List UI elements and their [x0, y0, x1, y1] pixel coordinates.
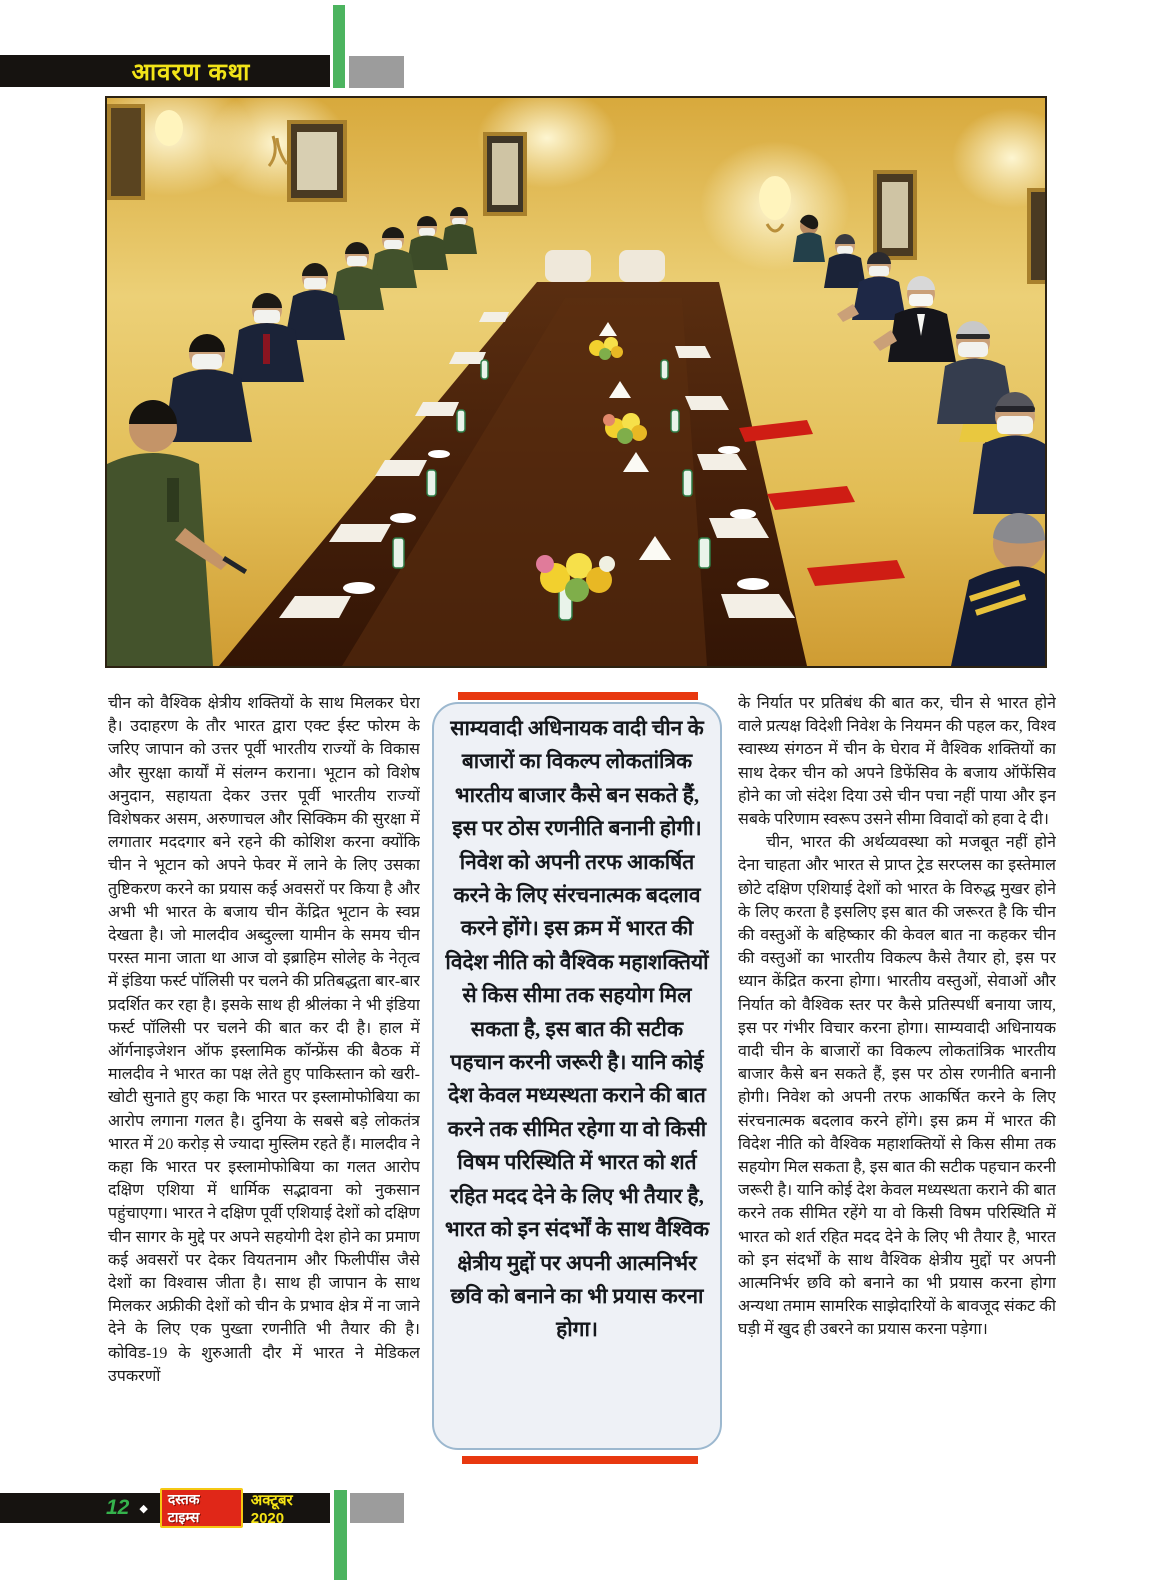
pull-quote-bottom-rule — [462, 1456, 698, 1464]
article-left-column — [108, 692, 420, 1488]
pull-quote-top-rule — [458, 692, 698, 700]
pull-quote-text: साम्यवादी अधिनायक वादी चीन के बाजारों का विकल्प लोकतांत्रिक भारतीय बाजार कैसे बन सकते हैं, इस पर ठोस रणनीति बनानी होगी। निवेश को अपनी तरफ आकर्षित करने के लिए संरचनात्मक बदलाव करने होंगे। इस क्रम में भारत की विदेश नीति को वैश्विक महाशक्तियों से किस सीमा तक सहयोग मिल सकता है, इस बात की सटीक पहचान करनी जरूरी है। यानि कोई देश केवल मध्यस्थता कराने की बात करने तक सीमित रहेगा या वो किसी विषम परिस्थिति में भारत को शर्त रहित मदद देने के लिए भी तैयार है, भारत को इन संदर्भों के साथ वैश्विक क्षेत्रीय मुद्दों पर अपनी आत्मनिर्भर छवि को बनाने का भी प्रयास करना होगा। — [444, 716, 710, 1342]
meeting-photo-illustration — [107, 98, 1045, 666]
left-column-text: चीन को वैश्विक क्षेत्रीय शक्तियों के साथ मिलकर घेरा है। उदाहरण के तौर भारत द्वारा एक्ट ईस्ट फोरम के जरिए जापान को उत्तर पूर्वी भारतीय राज्यों के विकास और सुरक्षा कार्यों में संलग्न कराना। भूटान को विशेष अनुदान, सहायता देकर उत्तर पूर्वी भारतीय राज्यों विशेषकर असम, अरुणाचल और सिक्किम की सुरक्षा में लगातार मददगार बने रहने की कोशिश करना क्योंकि चीन ने भूटान को अपने फेवर में लाने के लिए उसका तुष्टिकरण करने का प्रयास कई अवसरों पर किया है और अभी भी भारत के बजाय चीन केंद्रित भूटान के स्वप्न देखता है। जो मालदीव अब्दुल्ला यामीन के समय चीन परस्त माना जाता था आज वो इब्राहिम सोलेह के नेतृत्व में इंडिया फर्स्ट पॉलिसी पर चलने की प्रतिबद्धता बार-बार प्रदर्शित कर रहा है। इसके साथ ही श्रीलंका ने भी इंडिया फर्स्ट पॉलिसी पर चलने की बात कर दी है। हाल में ऑर्गनाइजेशन ऑफ इस्लामिक कॉन्फ्रेंस की बैठक में मालदीव ने भारत का पक्ष लेते हुए पाकिस्तान को खरी-खोटी सुनाते हुए कहा कि भारत पर इस्लामोफोबिया का आरोप लगाना गलत है। दुनिया के सबसे बड़े लोकतंत्र भारत में 20 करोड़ से ज्यादा मुस्लिम रहते हैं। मालदीव ने कहा कि भारत पर इस्लामोफोबिया का गलत आरोप दक्षिण एशिया में धार्मिक सद्भावना को नुकसान पहुंचाएगा। भारत ने दक्षिण पूर्वी एशियाई देशों को दक्षिण चीन सागर के मुद्दे पर अपने सहयोगी देश होने का प्रमाण कई अवसरों पर देकर वियतनाम और फिलीपींस जैसे देशों का विश्वास जीता है। साथ ही जापान के साथ मिलकर अफ्रीकी देशों को चीन के प्रभाव क्षेत्र में ना जाने देने के लिए एक पुख्ता रणनीति भी तैयार की है। कोविड-19 के शुरुआती दौर में भारत ने मेडिकल उपकरणों — [108, 695, 420, 1385]
header-bar — [0, 55, 330, 87]
meeting-photo — [105, 96, 1047, 668]
page-number: 12 — [106, 1496, 130, 1519]
issue-date: अक्टूबर 2020 — [250, 1491, 293, 1527]
green-accent-bottom — [334, 1490, 347, 1580]
article-right-column — [738, 692, 1056, 1488]
green-accent-top — [333, 5, 345, 88]
pull-quote-box — [432, 702, 722, 1450]
diamond-icon: ◆ — [139, 1502, 148, 1515]
right-column-paragraph-1: के निर्यात पर प्रतिबंध की बात कर, चीन से भारत होने वाले प्रत्यक्ष विदेशी निवेश के नियमन की पहल कर, विश्व स्वास्थ्य संगठन में चीन के घेराव में वैश्विक शक्तियों का साथ देकर चीन को अपने डिफेंसिव के बजाय ऑफेंसिव होने का जो संदेश दिया उसे चीन पचा नहीं पाया और इन सबके परिणाम स्वरूप उसने सीमा विवादों को हवा दे दी। — [738, 695, 1056, 829]
footer-bar — [0, 1491, 330, 1527]
gray-accent-top — [349, 56, 404, 88]
right-column-paragraph-2: चीन, भारत की अर्थव्यवस्था को मजबूत नहीं होने देना चाहता और भारत से प्राप्त ट्रेड सरप्लस का इस्तेमाल छोटे दक्षिण एशियाई देशों को भारत के विरुद्ध मुखर होने के लिए करता है इसलिए इस बात की जरूरत है कि चीन की वस्तुओं के बहिष्कार की केवल बात ना कहकर चीन की वस्तुओं का भारतीय विकल्प कैसे तैयार हो, इस पर ध्यान केंद्रित करना होगा। भारतीय वस्तुओं, सेवाओं और निर्यात को वैश्विक स्तर पर कैसे प्रतिस्पर्धी बनाया जाय, इस पर गंभीर विचार करना होगा। साम्यवादी अधिनायक वादी चीन के बाजारों का विकल्प लोकतांत्रिक भारतीय बाजार कैसे बन सकते हैं, इस पर ठोस रणनीति बनानी होगी। निवेश को अपनी तरफ आकर्षित करने के लिए संरचनात्मक बदलाव करने होंगे। इस क्रम में भारत की विदेश नीति को वैश्विक महाशक्तियों से किस सीमा तक सहयोग मिल सकता है, इस बात की सटीक पहचान करनी जरूरी है। यानि कोई देश केवल मध्यस्थता कराने की बात करने तक सीमित रहेंगे या वो किसी विषम परिस्थिति में भारत को शर्त रहित मदद देने के लिए भी तैयार है, भारत को इन संदर्भों के साथ वैश्विक क्षेत्रीय मुद्दों पर अपनी आत्मनिर्भर छवि को बनाने का भी प्रयास करना होगा अन्यथा तमाम सामरिक साझेदारियों के बावजूद संकट की घड़ी में खुद ही उबरने का प्रयास करना पड़ेगा। — [738, 834, 1056, 1339]
magazine-logo: दस्तक टाइम्स — [160, 1488, 243, 1528]
gray-accent-bottom — [350, 1493, 404, 1523]
section-title: आवरण कथा — [131, 58, 251, 86]
